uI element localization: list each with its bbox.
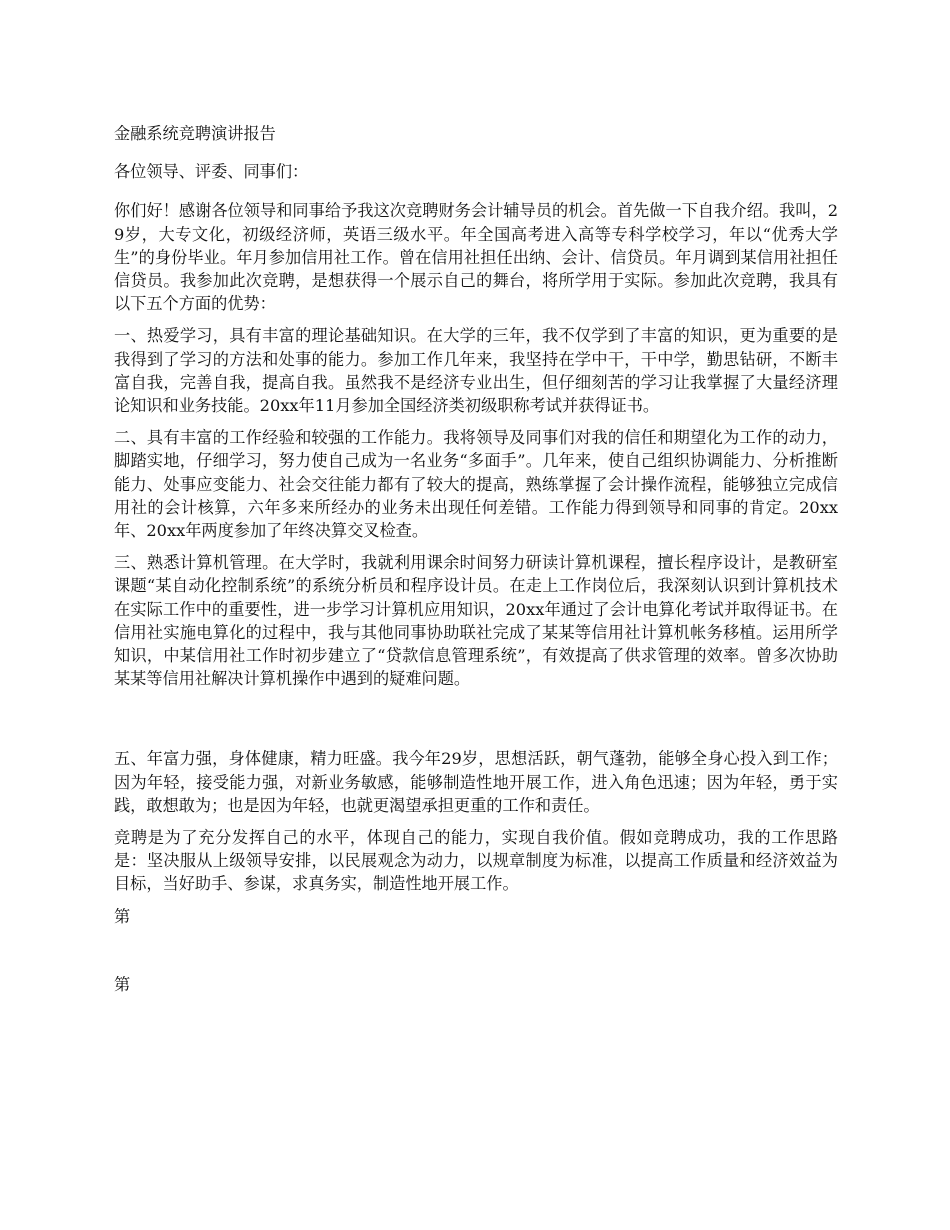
paragraph-advantage-1: 一、热爱学习，具有丰富的理论基础知识。在大学的三年，我不仅学到了丰富的知识，更为重要的是我得到了学习的方法和处事的能力。参加工作几年来，我坚持在学中干，干中学，勤思钻研，不断丰富自我，完善自我，提高自我。虽然我不是经济专业出生，但仔细刻苦的学习让我掌握了大量经济理论知识和业务技能。20xx年11月参加全国经济类初级职称考试并获得证书。 bbox=[114, 326, 838, 416]
paragraph-conclusion: 竞聘是为了充分发挥自己的水平，体现自己的能力，实现自我价值。假如竞聘成功，我的工作思路是：坚决服从上级领导安排，以民展观念为动力，以规章制度为标准，以提高工作质量和经济效益为目标，当好助手、参谋，求真务实，制造性地开展工作。 bbox=[114, 828, 838, 894]
blank-gap bbox=[114, 699, 838, 747]
section-marker-2: 第 bbox=[114, 974, 131, 994]
greeting: 各位领导、评委、同事们： bbox=[114, 162, 309, 182]
paragraph-advantage-3: 三、熟悉计算机管理。在大学时，我就利用课余时间努力研读计算机课程，擅长程序设计，是教研室课题“某自动化控制系统”的系统分析员和程序设计员。在走上工作岗位后，我深刻认识到计算机技术在实际工作中的重要性，进一步学习计算机应用知识，20xx年通过了会计电算化考试并取得证书。在信用社实施电算化的过程中，我与其他同事协助联社完成了某某等信用社计算机帐务移植。运用所学知识，中某信用社工作时初步建立了“贷款信息管理系统”，有效提高了供求管理的效率。曾多次协助某某等信用社解决计算机操作中遇到的疑难问题。 bbox=[114, 553, 838, 689]
paragraph-advantage-5: 五、年富力强，身体健康，精力旺盛。我今年29岁，思想活跃，朝气蓬勃，能够全身心投入到工作；因为年轻，接受能力强，对新业务敏感，能够制造性地开展工作，进入角色迅速；因为年轻，勇于实践，敢想敢为；也是因为年轻，也就更渴望承担更重的工作和责任。 bbox=[114, 749, 838, 815]
document-title: 金融系统竞聘演讲报告 bbox=[114, 124, 276, 143]
paragraph-advantage-2: 二、具有丰富的工作经验和较强的工作能力。我将领导及同事们对我的信任和期望化为工作的动力，脚踏实地，仔细学习，努力使自己成为一名业务“多面手”。几年来，使自己组织协调能力、分析推断能力、处事应变能力、社会交往能力都有了较大的提高，熟练掌握了会计操作流程，能够独立完成信用社的会计核算，六年多来所经办的业务未出现任何差错。工作能力得到领导和同事的肯定。20xx年、20xx年两度参加了年终决算交叉检查。 bbox=[114, 428, 838, 541]
document-page bbox=[114, 122, 838, 996]
paragraph-intro: 你们好！感谢各位领导和同事给予我这次竞聘财务会计辅导员的机会。首先做一下自我介绍。我叫，29岁，大专文化，初级经济师，英语三级水平。年全国高考进入高等专科学校学习，年以“优秀大学生”的身份毕业。年月参加信用社工作。曾在信用社担任出纳、会计、信贷员。年月调到某信用社担任信贷员。我参加此次竞聘，是想获得一个展示自己的舞台，将所学用于实际。参加此次竞聘，我具有以下五个方面的优势： bbox=[114, 201, 838, 314]
section-marker-1: 第 bbox=[114, 906, 131, 926]
